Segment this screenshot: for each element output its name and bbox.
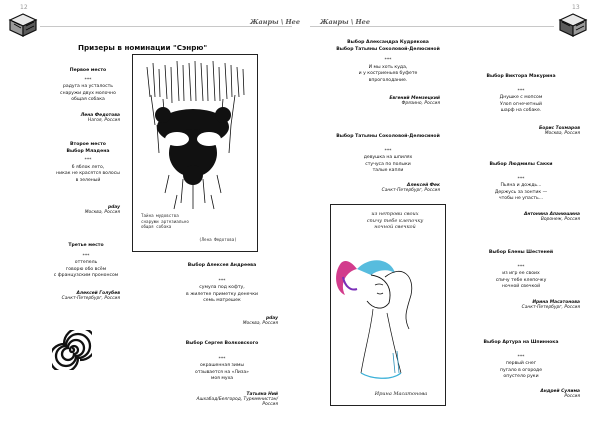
entry-author: Лена Федотова [80, 113, 120, 118]
entry-location: Воронеж, Россия [540, 217, 580, 222]
entry-text: Днушке с мопсом Улоп огнечетный шарф на собаке. [499, 95, 543, 113]
entry-location: Фрязино, Россия [401, 101, 440, 106]
cube-logo-icon [556, 12, 590, 38]
entry-text: сумула под кофту, в жилетке приметку денечки семь матрешек [186, 285, 258, 303]
entry-author: рday [266, 316, 278, 321]
entry-credit [486, 212, 580, 222]
entry-credit [30, 205, 120, 215]
entry-heading: Выбор Елены Шестеней [488, 250, 554, 255]
entry-heading: Выбор Алексея Андреева [187, 263, 257, 268]
cube-logo-icon [6, 12, 40, 38]
entry-heading: Выбор Александра Кудрякова Выбор Татьяны Соколовой-Делюсиной [336, 40, 440, 52]
entry-author: Андрей Сулима [540, 389, 580, 394]
entry-text: первый снег пугало в огороде опустело руки [499, 361, 543, 379]
entry-stars: *** [384, 58, 392, 63]
entry-author: Алексей Фек [406, 183, 440, 188]
entry-credit [30, 291, 120, 301]
entry-heading: Выбор Сергея Волковского [185, 341, 259, 346]
entry-location: Ашхабад/Белгород, Туркменистан/Россия [196, 397, 278, 407]
header-rule [310, 26, 554, 27]
woman-sketch-illustration [331, 233, 445, 405]
entry-author: Антонина Апанюшина [523, 212, 580, 217]
illustration-caption: из нетрови своих спичу тебе клепочку ночной свечкой [366, 211, 424, 230]
entry-credit [340, 183, 440, 193]
page-number: 13 [572, 4, 580, 11]
page-number: 12 [20, 4, 28, 11]
haiku-entry [53, 142, 123, 184]
entry-credit [340, 96, 440, 106]
right-page [300, 0, 600, 424]
entry-location: Москва, Россия [242, 321, 278, 326]
entry-credit [486, 126, 580, 136]
illustration-signature: Ирина Масатонова [374, 391, 428, 397]
entry-credit [486, 300, 580, 310]
entry-text: оттепель говорю обо всём с французским прононсом [53, 260, 119, 278]
header-rule [40, 26, 292, 27]
entry-text: девушка на шпилях стучуса по полыки талые капли [363, 155, 413, 173]
entry-location: Санкт-Петербург, Россия [61, 296, 120, 301]
haiku-entry [478, 74, 564, 115]
entry-text: И мы хоть куда, и у костриеньев буфете впроголодание. [358, 64, 418, 83]
haiku-entry [46, 243, 126, 280]
entry-heading: Выбор Артура на Шпиннока [483, 340, 559, 345]
illustration-signature: (Лена Федотова) [199, 237, 237, 242]
entry-author: Ирина Масатонова [532, 300, 580, 305]
entry-stars: *** [517, 264, 525, 270]
entry-text: Пьяна и дождь... Держусь за зонтик — чтобы не упасть... [494, 183, 548, 201]
entry-author: рday [108, 205, 120, 210]
entry-author: Борис Тохмаров [538, 126, 580, 131]
entry-stars: *** [82, 253, 90, 259]
section-rubric: Жанры \ Нее [250, 18, 300, 26]
entry-stars: *** [384, 148, 392, 154]
entry-heading: Третье место [68, 243, 104, 248]
section-title: Призеры в номинации "Сэнрю" [78, 43, 208, 52]
haiku-entry [478, 340, 564, 381]
illustration-frame [132, 54, 258, 252]
entry-location: Санкт-Петербург, Россия [381, 188, 440, 193]
haiku-entry [478, 162, 564, 203]
entry-text: окрашенная зимы отзывается на «Лиза» моя муха [195, 363, 249, 381]
entry-text: из игр ее своих спичу тебе клепочку ночной свечкой [495, 271, 547, 289]
entry-stars: *** [218, 278, 226, 284]
entry-stars: *** [218, 356, 226, 362]
entry-stars: *** [517, 88, 525, 94]
entry-stars: *** [517, 176, 525, 182]
spiral-icon [52, 330, 92, 370]
entry-text: 6 яблок лето, никак не красятся волосы в зеленый [56, 164, 120, 183]
entry-stars: *** [84, 77, 92, 83]
haiku-entry [326, 134, 450, 175]
entry-author: Татьяна Ний [246, 392, 278, 397]
entry-heading: Выбор Татьяны Соколовой-Делюсиной [336, 134, 440, 139]
entry-credit [30, 113, 120, 123]
entry-stars: *** [84, 158, 92, 163]
illustration-caption: Тайна мудовства снаружи артезиально общая собака [141, 213, 189, 229]
entry-author: Евгений Мемзецкий [389, 96, 440, 101]
entry-location: Нагоя, Россия [87, 118, 120, 123]
illustration-frame [330, 204, 446, 406]
entry-heading: Первое место [69, 68, 107, 73]
haiku-entry [180, 341, 264, 383]
entry-author: Алексей Голубев [76, 291, 120, 296]
entry-text: радуга на усталость снаружи двух молочно общая собака [60, 84, 116, 102]
entry-heading: Выбор Виктора Макурина [486, 74, 556, 79]
entry-credit [186, 392, 278, 407]
section-rubric: Жанры \ Нее [320, 18, 370, 26]
entry-heading: Выбор Людмилы Сакки [489, 162, 553, 167]
entry-credit [486, 389, 580, 399]
entry-stars: *** [517, 354, 525, 360]
haiku-entry [182, 263, 262, 305]
entry-location: Санкт-Петербург, Россия [521, 305, 580, 310]
entry-credit [186, 316, 278, 326]
entry-heading: Второе место Выбор Младена [66, 142, 110, 154]
haiku-entry [328, 40, 448, 84]
haiku-entry [478, 250, 564, 291]
haiku-entry [58, 68, 118, 104]
entry-location: Москва, Россия [544, 131, 580, 136]
entry-location: Россия [564, 394, 580, 399]
entry-location: Москва, Россия [84, 210, 120, 215]
